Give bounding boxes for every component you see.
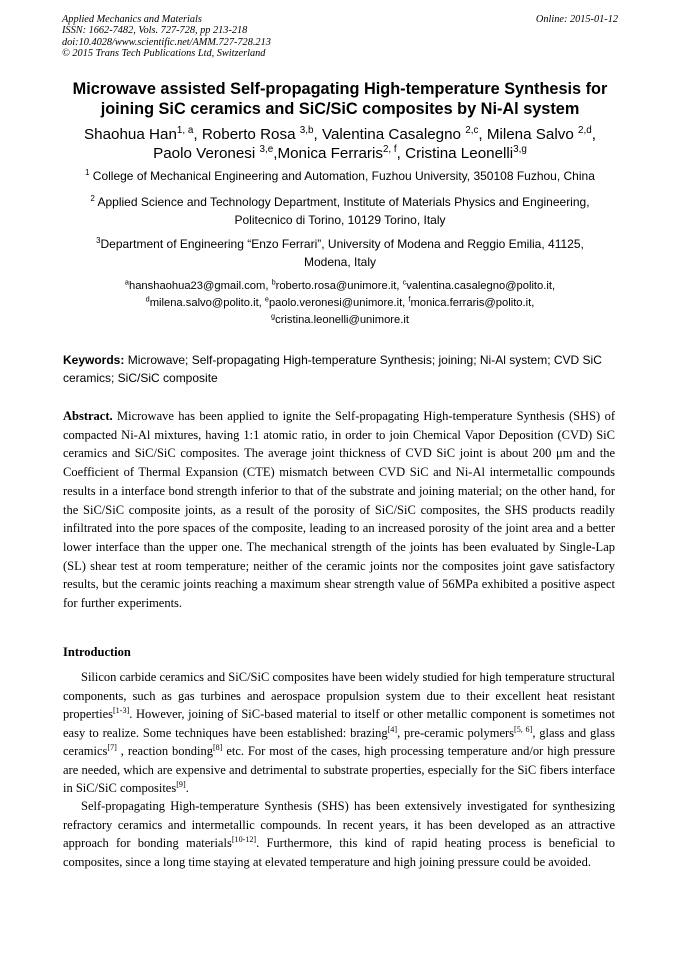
author-affil-mark: 1, a — [176, 124, 194, 136]
email-link: valentina.casalegno@polito.it, — [406, 280, 556, 292]
affil-line — [40, 193, 640, 211]
body-text: , pre-ceramic polymers — [397, 725, 515, 740]
intro-paragraph-2 — [63, 797, 615, 871]
keywords-label: Keywords: — [63, 353, 125, 367]
email-mark: b — [271, 277, 276, 287]
citation: [1-3] — [112, 705, 130, 715]
title-line-1: Microwave assisted Self-propagating High-temperature Synthesis for — [72, 80, 608, 98]
body-text: . Furthermore, this kind of rapid heating process is beneficial to composites, since a long time staying at elevated temperature and high joining pressure could be avoided. — [63, 836, 615, 869]
author-affil-mark: 2,d — [578, 124, 592, 136]
author-name: , Roberto Rosa — [193, 126, 300, 143]
affiliation-3 — [40, 235, 640, 271]
intro-paragraph-1 — [63, 668, 615, 798]
author-name: ,Monica Ferraris — [273, 145, 383, 162]
author-affil-mark: 3,b — [299, 124, 314, 136]
doi-line: doi:10.4028/www.scientific.net/AMM.727-728.213 — [62, 36, 271, 48]
author-name: Paolo Veronesi — [153, 145, 260, 162]
keywords-text: Microwave; Self-propagating High-temperature Synthesis; joining; Ni-Al system; CVD SiC ceramics; SiC/SiC composite — [63, 353, 602, 385]
email-mark: g — [271, 311, 276, 321]
author-name: , Milena Salvo — [478, 126, 578, 143]
keywords — [63, 351, 615, 387]
affil-line: Modena, Italy — [303, 255, 377, 269]
author-list — [40, 125, 640, 163]
body-text: , glass and glass ceramics — [63, 725, 615, 758]
author-emails — [40, 278, 640, 329]
affil-number: 3 — [96, 236, 101, 245]
email-link: milena.salvo@polito.it, — [149, 297, 265, 309]
abstract-text: Microwave has been applied to ignite the Self-propagating High-temperature Synthesis (SHS) of compacted Ni-Al mixtures, having 1:1 atomic ratio, in order to join Chemical Vapor Deposition (CVD) SiC ceramics and SiC/SiC composites. The average joint thickness of CVD SiC joint is about 200 μm and the Coefficient of Thermal Expansion (CTE) mismatch between CVD SiC and Ni-Al intermetallic compounds results in a interface bond strength inferior to that of the substrate and joining material; on the other hand, for the SiC/SiC composite joints, as a result of the porosity of SiC/SiC composites, the SHS products readily infiltrated into the pore spaces of the composite, leading to an increased porosity of the joint area and a better lower interface than the upper one. The mechanical strength of the joints has been evaluated by Single-Lap (SL) shear test at room temperature; neither of the ceramic joints nor the composites joint gave satisfactory results, but the ceramic joints reaching a maximum shear strength value of 56MPa exhibited a positive aspect for further experiments. — [63, 409, 615, 611]
citation: [8] — [212, 742, 223, 752]
author-name: , Valentina Casalegno — [313, 126, 466, 143]
email-link: cristina.leonelli@unimore.it — [275, 314, 409, 326]
online-date: Online: 2015-01-12 — [535, 14, 618, 25]
email-link: roberto.rosa@unimore.it, — [275, 280, 403, 292]
body-text: . However, joining of SiC-based material to itself or other metallic component is sometimes not easy to realize. Some techniques have been established: brazing — [63, 707, 615, 740]
email-mark: d — [145, 294, 150, 304]
journal-name: Applied Mechanics and Materials — [62, 14, 202, 25]
affil-number: 2 — [90, 194, 95, 203]
email-mark: c — [402, 277, 407, 287]
affil-text: College of Mechanical Engineering and Automation, Fuzhou University, 350108 Fuzhou, China — [89, 169, 595, 183]
section-heading-introduction: Introduction — [63, 645, 131, 659]
copyright-line: © 2015 Trans Tech Publications Ltd, Switzerland — [62, 47, 266, 59]
email-link: paolo.veronesi@unimore.it, — [268, 297, 409, 309]
body-text: Self-propagating High-temperature Synthesis (SHS) has been extensively investigated for synthesizing refractory ceramics and intermetallic compounds. In recent years, it has been developed as an attractive approach for bonding materials — [63, 799, 615, 850]
journal-header — [62, 14, 618, 59]
citation: [9] — [176, 779, 186, 789]
body-text: . — [185, 781, 189, 795]
author-line-1 — [40, 125, 640, 144]
affiliation-1 — [40, 167, 640, 185]
author-affil-mark: 3,g — [513, 143, 527, 155]
email-line — [40, 312, 640, 329]
author-name: , Cristina Leonelli — [396, 145, 514, 162]
citation: [4] — [387, 724, 398, 734]
citation: [5, 6] — [514, 724, 533, 734]
email-link: hanshaohua23@gmail.com, — [128, 280, 272, 292]
abstract-label: Abstract. — [63, 409, 113, 423]
author-line-2 — [40, 144, 640, 163]
title-line-2: joining SiC ceramics and SiC/SiC composites by Ni-Al system — [100, 100, 580, 118]
abstract — [63, 407, 615, 613]
citation: [10-12] — [231, 834, 257, 844]
email-mark: e — [264, 294, 269, 304]
author-affil-mark: 2, f — [382, 143, 397, 155]
email-link: monica.ferraris@polito.it, — [410, 297, 535, 309]
affiliation-2 — [40, 193, 640, 229]
author-affil-mark: 2,c — [465, 124, 479, 136]
author-affil-mark: 3,e — [259, 143, 274, 155]
affil-line — [40, 235, 640, 253]
paper-title — [40, 79, 640, 119]
affil-text: Applied Science and Technology Department, Institute of Materials Physics and Engineering, — [94, 195, 590, 209]
body-text: Silicon carbide ceramics and SiC/SiC composites have been widely studied for high temperature structural components, such as gas turbines and aerospace propulsion system due to their excellent heat resistant properties — [63, 670, 615, 721]
citation: [7] — [107, 742, 117, 752]
email-line — [40, 278, 640, 295]
affil-text: Department of Engineering “Enzo Ferrari”, University of Modena and Reggio Emilia, 41125, — [100, 237, 584, 251]
affil-line: Politecnico di Torino, 10129 Torino, Italy — [234, 213, 446, 227]
author-separator: , — [591, 126, 596, 143]
issn-line: ISSN: 1662-7482, Vols. 727-728, pp 213-218 — [62, 25, 248, 37]
author-name: Shaohua Han — [84, 126, 177, 143]
body-text: , reaction bonding — [116, 744, 213, 758]
email-mark: f — [408, 294, 411, 304]
email-mark: a — [124, 277, 129, 287]
email-line — [40, 295, 640, 312]
affil-number: 1 — [85, 168, 90, 177]
body-text: etc. For most of the cases, high processing temperature and/or high pressure are needed, which are expensive and detrimental to substrate properties, especially for the SiC fibers interface in SiC/SiC composites — [63, 744, 615, 795]
